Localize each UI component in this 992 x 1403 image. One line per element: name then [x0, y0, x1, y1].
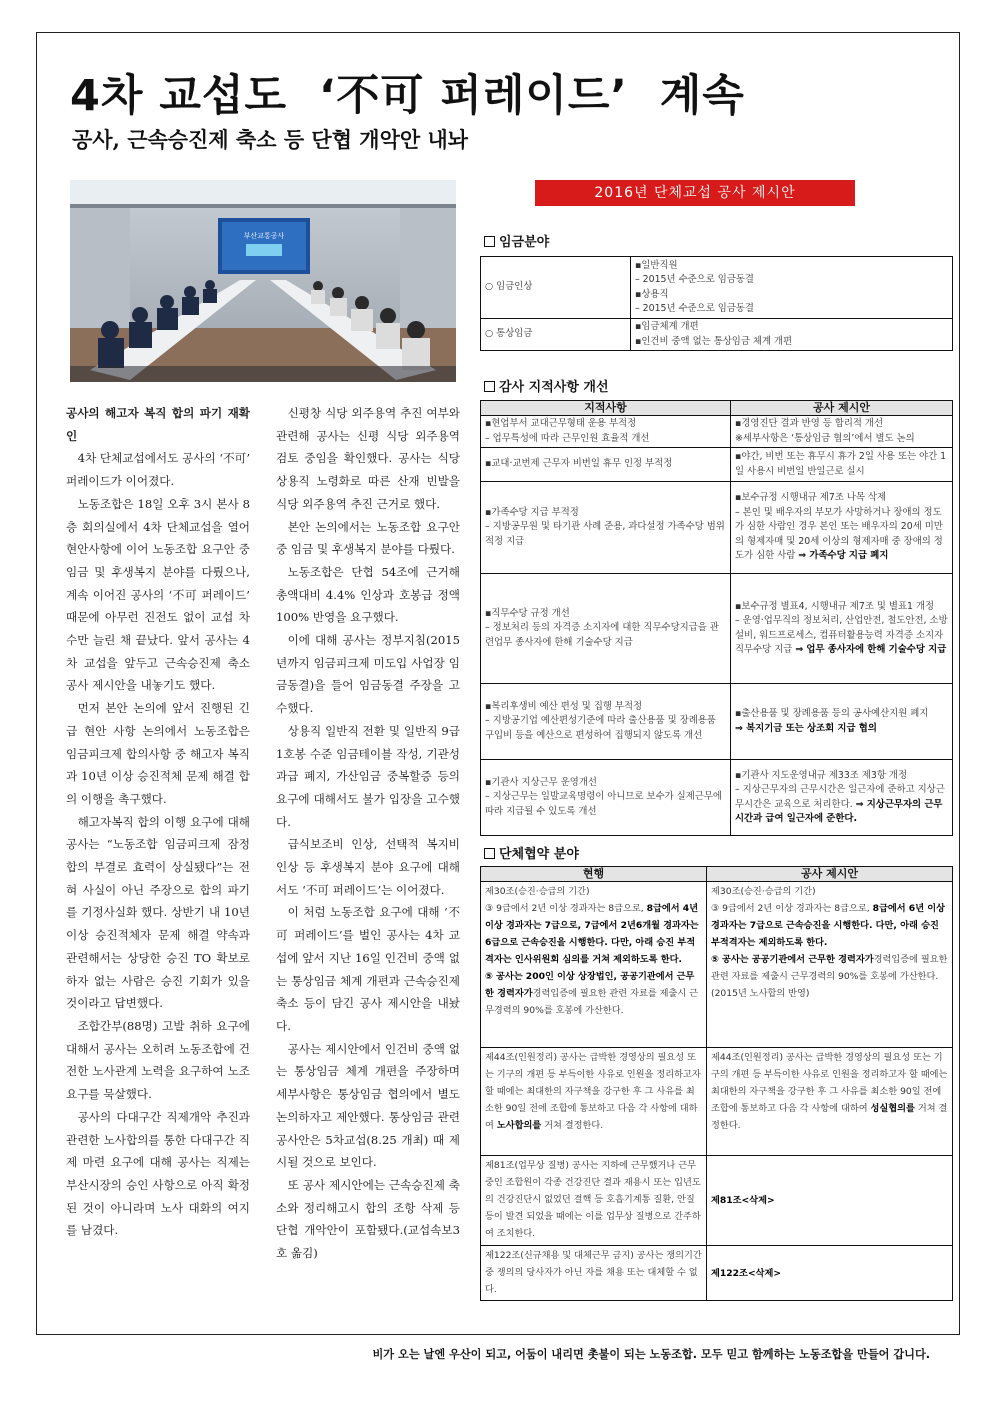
- cell-line: ▪복리후생비 예산 편성 및 집행 부적정: [485, 700, 643, 712]
- cell-emphasis: 성실협의를: [870, 1103, 915, 1114]
- table-cell: [631, 257, 953, 319]
- article-paragraph: 상용직 일반직 전환 및 일반직 9급 1호봉 수준 임금테이블 작성, 기관성과급 폐지, 가산임금 중복할증 등의 요구에 대해서도 불가 입장을 고수했다.: [276, 723, 460, 829]
- section-heading-cba: [484, 843, 579, 862]
- cell-line: – 2015년 수준으로 임금동결: [635, 274, 754, 285]
- table-row: [481, 882, 953, 1048]
- section-heading-wage: [484, 231, 549, 250]
- meeting-photo: [70, 180, 456, 382]
- cell-line: – 업무특성에 따라 근무인원 효율적 개선: [485, 432, 650, 444]
- cell-line: [711, 951, 948, 1002]
- cell-line: [735, 783, 948, 827]
- article-paragraph: 공사의 다대구간 직제개악 추진과 관련한 노사합의를 통한 다대구간 직제 마련 요구에 대해 공사는 직제는 부산시장의 승인 사항으로 아직 확정된 것이 아니라며 노사 대화의 여지를 남겼다.: [66, 1109, 250, 1238]
- article-paragraph: 이 처럼 노동조합 요구에 대해 ‘不可 퍼레이드’를 벌인 공사는 4차 교섭에 앞서 지난 16일 인건비 중액 없는 통상임금 체계 개편과 근속승진제 축소 등이 담긴 공사 제시안을 내놨다.: [276, 905, 460, 1033]
- cell-emphasis: 제81조<삭제>: [711, 1195, 775, 1206]
- table-cell: 제122조(신규채용 및 대체근무 금지) 공사는 쟁의기간 중 쟁의의 당사자가 아닌 자를 채용 또는 대체할 수 없다.: [481, 1246, 707, 1301]
- table-row: [481, 684, 953, 760]
- cell-line: [735, 506, 948, 564]
- article-paragraph: 또 공사 제시안에는 근속승진제 축소와 정리해고시 합의 조항 삭제 등 단협 개악안이 포함됐다.(교섭속보3호 옮김): [276, 1177, 460, 1261]
- cell-text: 경력입증에 필요한 관련 자료를 제출시 근무경력의 90%를 호봉에 가산한다.: [485, 988, 699, 1016]
- table-cell: [707, 882, 953, 1048]
- table-header-row: [481, 867, 953, 882]
- table-cell: [631, 319, 953, 351]
- table-cell: [481, 684, 731, 760]
- cell-text: 제44조(인원정리) 공사는 급박한 경영상의 필요성 또는 기구의 개편 등 부득이한 사유로 인원을 정리하고자 할 때에는 최대한의 자구책을 강구한 후 그 사유를 최소한 90일 전에 조합에 통보하고 다음 각 사항에 대하여: [485, 1052, 701, 1131]
- footer-slogan: 비가 오는 날엔 우산이 되고, 어둠이 내리면 촛불이 되는 노동조합. 모두 믿고 함께하는 노동조합을 만들어 갑니다.: [372, 1348, 930, 1361]
- table-cell: [731, 482, 953, 574]
- cell-line: – 지방공기업 예산편성기준에 따라 출산용품 및 장례용품 구입비 등을 예산으로 편성하여 집행되지 않도록 개선: [485, 715, 716, 741]
- table-cell: [707, 1048, 953, 1156]
- subheadline: 공사, 근속승진제 축소 등 단협 개악안 내놔: [72, 127, 469, 152]
- table-cell: [481, 448, 731, 482]
- article-paragraph: 노동조합은 18일 오후 3시 본사 8층 회의실에서 4차 단체교섭을 열어 현안사항에 이어 노동조합 요구안 중 임금 및 후생복지 분야를 다뤘으나, 계속 이어진 공사의 ‘不可 퍼레이드’ 때문에 아무런 진전도 없이 교섭 차수만 늘린 채 끝났다. 앞서 공사는 4차 교섭을 앞두고 근속승진제 축소 공사 제시안을 내놓기도 했다.: [66, 496, 250, 693]
- column-header: 지적사항: [481, 401, 731, 416]
- cell-text: 제44조(인원정리) 공사는 급박한 경영상의 필요성 또는 기구의 개편 등 부득이한 사유로 인원을 정리하고자 할 때에는 최대한의 자구책을 강구한 후 그 사유를 최소한 90일 전에 조합에 통보하고 다음 각 사항에 대하여: [711, 1052, 948, 1114]
- table-cell: ○ 임금인상: [481, 257, 631, 319]
- table-cell: [481, 1048, 707, 1156]
- cell-line: ▪현업부서 교대근무형태 운용 부적정: [485, 418, 637, 429]
- article-paragraph: 4차 단체교섭에서도 공사의 ‘不可’ 퍼레이드가 이어졌다.: [66, 451, 250, 489]
- table-cell: [731, 574, 953, 684]
- table-cell: [481, 416, 731, 448]
- table-row: [481, 319, 953, 351]
- table-row: [481, 760, 953, 836]
- table-row: [481, 416, 953, 448]
- article-paragraph: 공사는 제시안에서 인건비 중액 없는 통상임금 체계 개편을 주장하며 세부사항은 통상임금 협의에서 별도 논의하자고 제안했다. 통상임금 관련 공사안은 5차교섭(8.25 개최) 때 제시될 것으로 보인다.: [276, 1041, 460, 1170]
- table-row: [481, 1246, 953, 1301]
- cell-text: – 운영·업무직의 정보처리, 산업안전, 철도안전, 소방설비, 워드프로세스, 컴퓨터활용능력 자격증 소지자 직무수당 지급: [735, 615, 948, 655]
- article-paragraph: 급식보조비 인상, 선택적 복지비 인상 등 후생복지 분야 요구에 대해서도 ‘不可 퍼레이드’는 이어졌다.: [276, 837, 460, 897]
- cell-line: 제30조(승진·승급의 기간): [711, 886, 816, 897]
- table-row: [481, 448, 953, 482]
- article-paragraph: 조합간부(88명) 고발 취하 요구에 대해서 공사는 오히려 노동조합에 건전한 노사관계 노력을 요구하여 노조 요구를 묵살했다.: [66, 1018, 250, 1102]
- article-column-1: [66, 402, 250, 1242]
- cell-line: ▪보수규정 별표4, 시행내규 제7조 및 별표1 개정: [735, 600, 935, 612]
- cell-emphasis: 8급에서 4년 이상 경과자는 7급으로, 7급에서 2년6개월 경과자는 6급으로 근속승진을 시행한다. 다만, 아래 승진 부적격자는 인사위원회 심의를 거쳐 제외하도록 한다.: [485, 903, 699, 965]
- table-cell: [707, 1156, 953, 1246]
- cell-line: [735, 722, 948, 737]
- cell-line: [735, 614, 948, 658]
- proposal-title-banner: 2016년 단체교섭 공사 제시안: [535, 180, 855, 206]
- table-header-row: [481, 401, 953, 416]
- cell-line: ▪경영진단 결과 반영 등 합리적 개선: [735, 418, 884, 429]
- cell-line: [485, 968, 702, 1019]
- article-subheading: 공사의 해고자 복직 합의 파기 재확인: [66, 406, 250, 443]
- cell-line: [485, 900, 702, 968]
- cell-emphasis: ⇒ 가족수당 지급 폐지: [798, 550, 889, 562]
- audit-table: [480, 400, 953, 836]
- article-paragraph: 먼저 본안 논의에 앞서 진행된 긴급 현안 사항 논의에서 노동조합은 임금피크제 합의사항 중 해고자 복직과 10년 이상 승진적체 문제 해결 합의 이행을 촉구했다.: [66, 701, 250, 806]
- article-column-2: [276, 402, 460, 1265]
- cell-line: ▪인건비 중액 없는 통상임금 체계 개편: [635, 335, 793, 347]
- table-row: [481, 257, 953, 319]
- cell-text: 거쳐 결정한다.: [544, 1120, 604, 1131]
- section-heading-text: 임금분야: [499, 235, 550, 250]
- cell-text: 경력입증에 필요한 관련 자료를 제출시 근무경력의 90%를 호봉에 가산한다.(2015년 노사합의 반영): [711, 954, 948, 999]
- table-cell: [731, 448, 953, 482]
- column-header: 현행: [481, 867, 707, 882]
- cell-line: ▪상용직: [635, 288, 669, 300]
- wage-table: [480, 256, 953, 351]
- column-header: 공사 제시안: [707, 867, 953, 882]
- table-cell: [481, 760, 731, 836]
- cell-line: ▪보수규정 시행내규 제7조 나목 삭제: [735, 492, 887, 504]
- section-heading-text: 단체협약 분야: [499, 847, 579, 862]
- section-heading-text: 감사 지적사항 개선: [499, 380, 609, 395]
- article-paragraph: 이에 대해 공사는 정부지침(2015년까지 임금피크제 미도입 사업장 임금동결)을 들어 임금동결 주장을 고수했다.: [276, 633, 460, 716]
- table-cell: [481, 482, 731, 574]
- cell-emphasis: ⇒ 지상근무자의 근무시간과 급여 일근자에 준한다.: [735, 798, 943, 824]
- cell-line: ▪임금체계 개편: [635, 321, 699, 332]
- cell-line: [711, 900, 948, 951]
- cell-line: – 2015년 수준으로 임금동결: [635, 303, 754, 314]
- table-cell: [731, 684, 953, 760]
- cell-emphasis: 8급에서 6년 이상 경과자는 7급으로 근속승진을 시행한다. 다만, 아래 승진 부적격자는 제외하도록 한다.: [711, 903, 946, 948]
- article-paragraph: 본안 논의에서는 노동조합 요구안 중 임금 및 후생복지 분야를 다뤘다.: [276, 519, 460, 557]
- table-row: [481, 1048, 953, 1156]
- cell-line: ▪야간, 비번 또는 휴무시 휴가 2일 사용 또는 야간 1일 사용시 비번일 반일근로 실시: [735, 451, 947, 477]
- cell-line: ▪가족수당 지급 부적정: [485, 506, 579, 518]
- table-cell: 제81조(업무상 질병) 공사는 지하에 근무했거나 근무중인 조합원이 각종 건강진단 결과 재용시 또는 입년도의 건강진단시 없었던 결핵 등 호흡기계통 질환, 안질 등이 발견 되었을 때에는 이를 업무상 질병으로 간주하여 조치한다.: [481, 1156, 707, 1246]
- table-cell: [707, 1246, 953, 1301]
- cell-emphasis: ⑤ 공사는 공공기관에서 근무한 경력자가: [711, 954, 874, 965]
- cell-line: ▪교대·교번제 근무자 비번일 휴무 인정 부적정: [485, 458, 673, 470]
- cell-line: – 정보처리 등의 자격증 소지자에 대한 직무수당지급을 관련업무 종사자에 한해 기술수당 지급: [485, 622, 719, 648]
- cell-text: 거쳐 결정한다.: [711, 1103, 948, 1131]
- cell-emphasis: 노사합의를: [496, 1120, 542, 1131]
- article-paragraph: 신평창 식당 외주용역 추진 여부와 관련해 공사는 신평 식당 외주용역 검토 중임을 확인했다. 공사는 식당 상용직 노령화로 따른 산재 빈발을 식당 외주용역 추진 근거로 했다.: [276, 406, 460, 511]
- cell-emphasis: 제122조<삭제>: [711, 1267, 782, 1279]
- cell-emphasis: ⇒ 복지기금 또는 상조회 지급 협의: [735, 722, 877, 734]
- table-row: [481, 574, 953, 684]
- cell-text: – 지상근무자의 근무시간은 일근자에 준하고 지상근무시간은 교육으로 처리한다.: [735, 784, 945, 810]
- section-heading-audit: [484, 376, 609, 395]
- cell-emphasis: ⇒ 업무 종사자에 한해 기술수당 지급: [795, 644, 947, 655]
- cell-line: ▪기관사 지상근무 운영개선: [485, 776, 597, 788]
- article-paragraph: 노동조합은 단협 54조에 근거해 총액대비 4.4% 인상과 호봉급 정액 100% 반영을 요구했다.: [276, 564, 460, 625]
- cba-table: [480, 866, 953, 1301]
- cell-emphasis: ⑤ 공사는 200인 이상 상장법인, 공공기관에서 근무한 경력자가: [485, 971, 695, 999]
- checkbox-square-icon: [484, 381, 495, 392]
- cell-text: ③ 9급에서 2년 이상 경과자는 8급으로,: [711, 903, 870, 914]
- table-row: [481, 1156, 953, 1246]
- cell-line: – 지상근무는 일발교육명령이 아니므로 보수가 실제근무에 따라 지급될 수 있도록 개선: [485, 791, 722, 817]
- column-header: 공사 제시안: [731, 401, 953, 416]
- cell-text: – 본인 및 배우자의 부모가 사망하거나 장애의 정도가 심한 사람인 경우 본인 또는 배우자의 20세 미만의 형제자매 및 20세 이상의 형제자매 중 장애의 정도가 심한 사람: [735, 506, 943, 562]
- article-paragraph: 해고자복직 합의 이행 요구에 대해 공사는 “노동조합 임금피크제 잠정합의 부결로 효력이 상실됐다”는 전혀 사실이 아닌 주장으로 합의 파기를 기정사실화 했다. 상반기 내 10년 이상 승진적체자 문제 해결 약속과 관련해서는 상당한 승진 TO 확보로 하자 없는 사람은 승진 기회가 있을 것이라고 답변했다.: [66, 814, 250, 1011]
- cell-line: ※세부사항은 ‘통상임금 협의’에서 별도 논의: [735, 432, 915, 444]
- table-cell: [731, 760, 953, 836]
- checkbox-square-icon: [484, 848, 495, 859]
- table-row: [481, 482, 953, 574]
- cell-line: – 지방공무원 및 타기관 사례 준용, 과다설정 가족수당 범위 적정 지급: [485, 521, 725, 547]
- cell-text: ③ 9급에서 2년 이상 경과자는 8급으로,: [485, 903, 644, 914]
- table-cell: [481, 574, 731, 684]
- cell-line: ▪기관사 지도운영내규 제33조 제3항 개정: [735, 769, 908, 781]
- table-cell: ○ 통상임금: [481, 319, 631, 351]
- screen-text: 부산교통공사: [243, 232, 285, 240]
- table-cell: [731, 416, 953, 448]
- cell-line: ▪직무수당 규정 개선: [485, 607, 570, 619]
- cell-line: 제30조(승진·승급의 기간): [485, 886, 590, 897]
- headline: 4차 교섭도 ‘不可 퍼레이드’ 계속: [70, 71, 745, 121]
- cell-line: ▪출산용품 및 장례용품 등의 공사예산지원 폐지: [735, 708, 929, 719]
- cell-line: ▪일반직원: [635, 259, 678, 271]
- checkbox-square-icon: [484, 236, 495, 247]
- table-cell: [481, 882, 707, 1048]
